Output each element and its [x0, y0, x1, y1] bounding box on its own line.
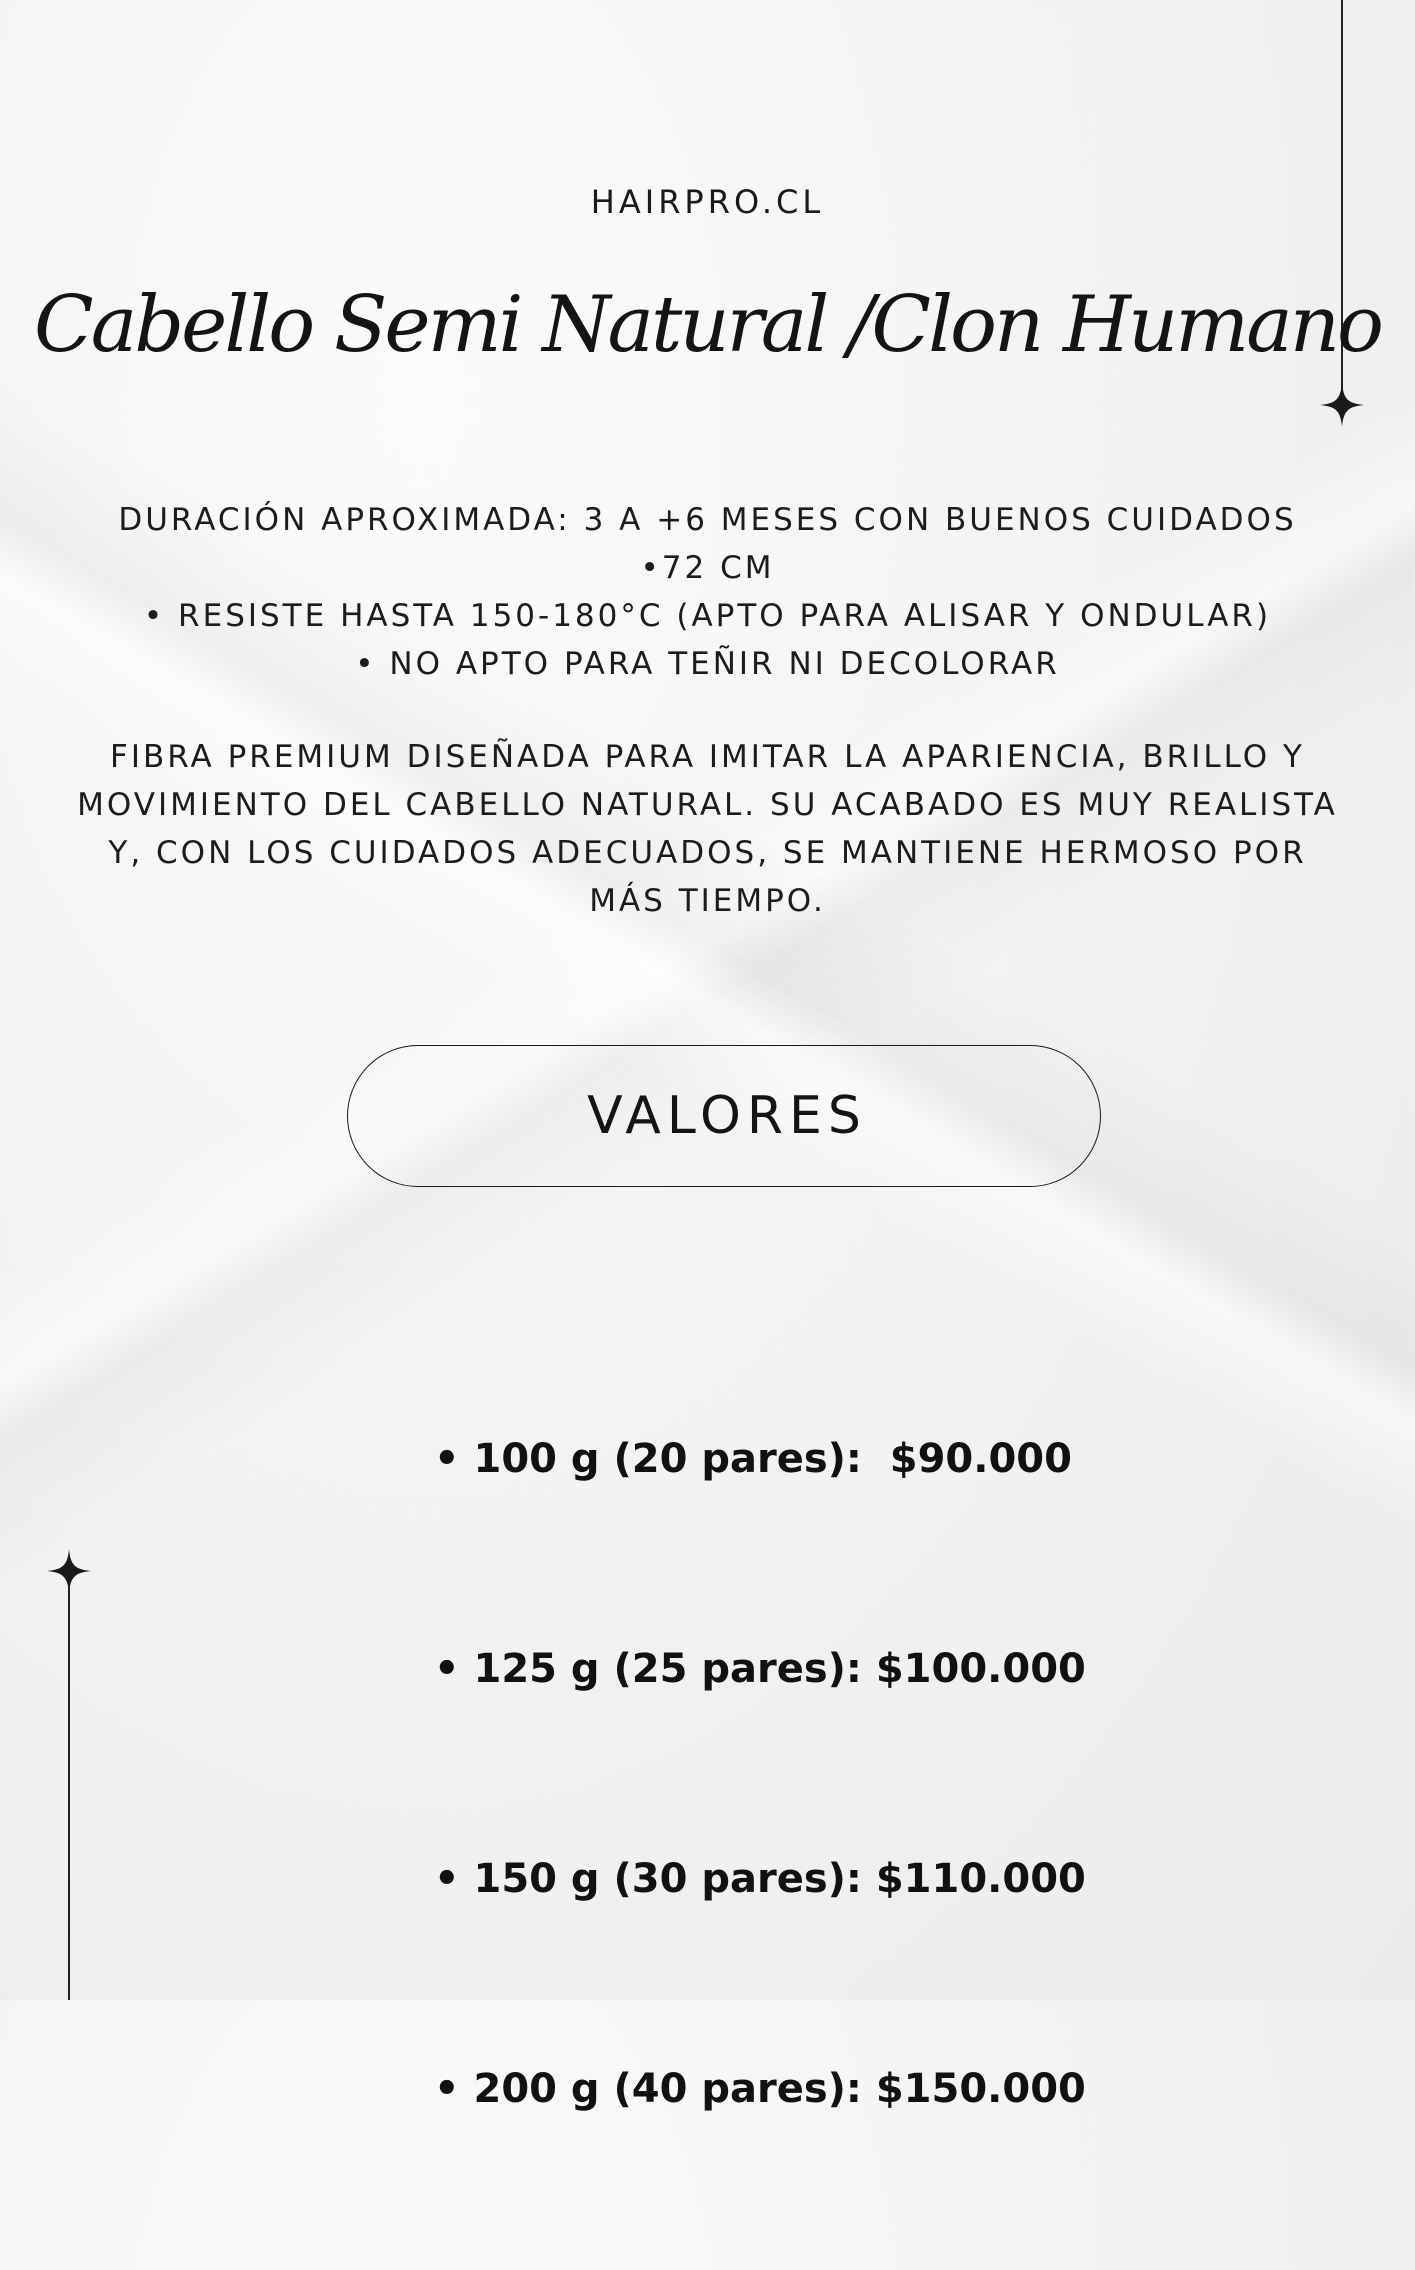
- price-item-150g: • 150 g (30 pares): $110.000: [434, 1856, 1086, 1902]
- price-list: [434, 1338, 1154, 2270]
- sparkle-icon: [1320, 383, 1364, 427]
- price-item-200g: • 200 g (40 pares): $150.000: [434, 2066, 1086, 2112]
- values-heading-label: VALORES: [587, 1086, 867, 1146]
- spec-heat-resistance: • RESISTE HASTA 150-180°C (APTO PARA ALISAR Y ONDULAR): [143, 598, 1272, 634]
- price-item-100g: • 100 g (20 pares): $90.000: [434, 1436, 1072, 1482]
- price-item-125g: • 125 g (25 pares): $100.000: [434, 1646, 1086, 1692]
- site-name: HAIRPRO.CL: [590, 183, 825, 221]
- values-heading-pill: [347, 1045, 1101, 1187]
- spec-length: •72 CM: [640, 550, 775, 586]
- spec-no-dye: • NO APTO PARA TEÑIR NI DECOLORAR: [355, 646, 1060, 682]
- product-description: FIBRA PREMIUM DISEÑADA PARA IMITAR LA APARIENCIA, BRILLO Y MOVIMIENTO DEL CABELLO NATURAL. SU ACABADO ES MUY REALISTA Y, CON LOS CUIDADOS ADECUADOS, SE MANTIENE HERMOSO POR MÁS TIEMPO.: [77, 739, 1338, 919]
- specs-list: [0, 496, 1415, 688]
- spec-duration: DURACIÓN APROXIMADA: 3 A +6 MESES CON BUENOS CUIDADOS: [118, 502, 1297, 538]
- decorative-vertical-line-bottom-left: [68, 1585, 70, 2000]
- page-title: Cabello Semi Natural /Clon Humano: [34, 280, 1381, 370]
